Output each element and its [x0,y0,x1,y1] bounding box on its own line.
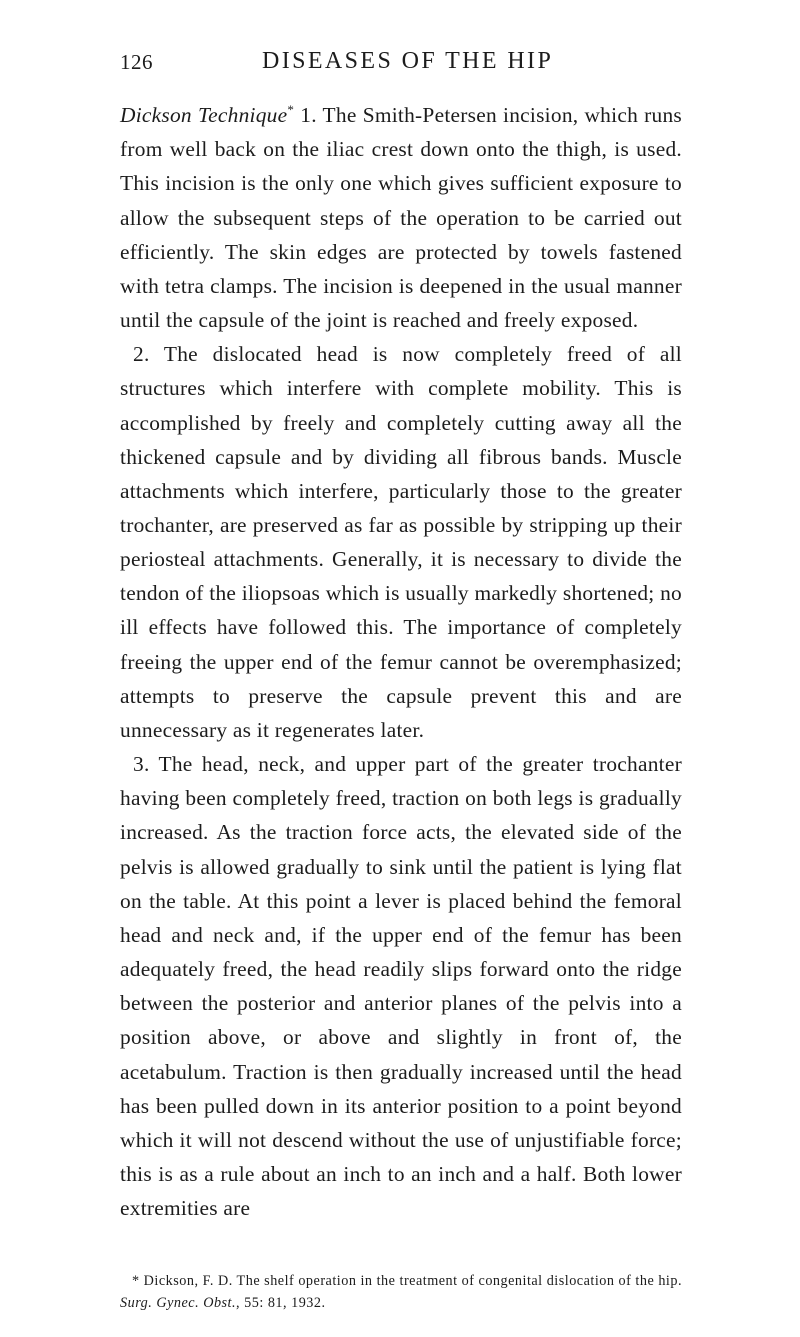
footnote-text [120,1270,682,1314]
paragraph-step-1 [120,93,682,337]
footnote [120,1270,682,1314]
paragraph-text: 1. The Smith-Petersen incision, which runs from well back on the iliac crest down onto the thigh, is used. This incision is the only one which gives sufficient exposure to allow the subsequent steps of the operation to be carried out efficiently. The skin edges are protected by towels fastened with tetra clamps. The incision is deepened in the usual manner until the capsule of the joint is reached and freely exposed. [120,103,682,333]
footnote-citation: Dickson, F. D. The shelf operation in the treatment of congenital dislocation of the hip. [143,1273,682,1289]
footnote-marker: * [132,1273,140,1289]
page-number: 126 [120,50,153,74]
footnote-journal: Surg. Gynec. Obst. [120,1295,237,1311]
paragraph-step-2: 2. The dislocated head is now completely freed of all structures which interfere with complete mobility. This is accomplished by freely and completely cutting away all the thickened capsule and by dividing all fibrous bands. Muscle attachments which interfere, particularly those to the greater trochanter, are preserved as far as possible by stripping up their periosteal attachments. Generally, it is necessary to divide the tendon of the iliopsoas which is usually markedly shortened; no ill effects have followed this. The importance of completely freeing the upper end of the femur cannot be overemphasized; attempts to preserve the capsule prevent this and are unnecessary as it regenerates later. [120,342,682,742]
footnote-reference: * [287,102,295,117]
footnote-volume: , 55: 81, 1932. [236,1295,326,1311]
body-text [120,93,682,1225]
running-head [0,44,800,84]
running-title: DISEASES OF THE HIP [262,48,554,74]
paragraph-step-3: 3. The head, neck, and upper part of the greater trochanter having been completely freed, traction on both legs is gradually increased. As the traction force acts, the elevated side of the pelvis is allowed gradually to sink until the patient is lying flat on the table. At this point a lever is placed behind the femoral head and neck and, if the upper end of the femur has been adequately freed, the head readily slips forward onto the ridge between the posterior and anterior planes of the pelvis into a position above, or above and slightly in front of, the acetabulum. Traction is then gradually increased until the head has been pulled down in its anterior position to a point beyond which it will not descend without the use of unjustifiable force; this is as a rule about an inch to an inch and a half. Both lower extremities are [120,752,682,1221]
section-heading: Dickson Technique [120,103,288,128]
